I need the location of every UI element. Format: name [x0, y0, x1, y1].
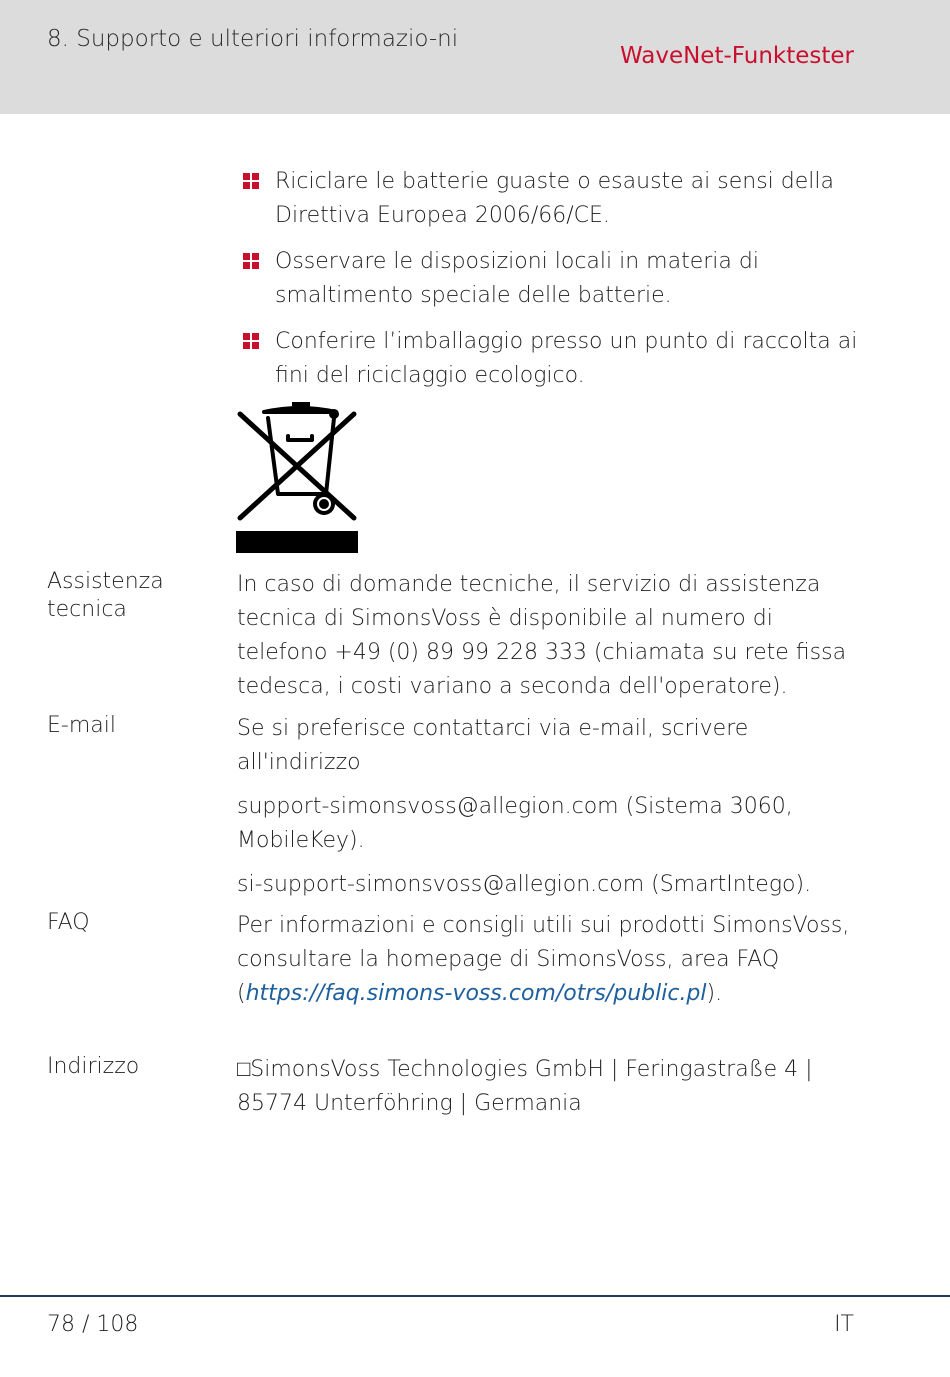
faq-link[interactable]: https://faq.simons-voss.com/otrs/public.pl [245, 981, 707, 1006]
email-intro: Se si preferisce contattarci via e-mail, scrivere all'indirizzo [237, 716, 749, 775]
faq-label: FAQ [47, 910, 90, 935]
faq-text-before: Per informazioni e consigli utili sui prodotti SimonsVoss, consultare la homepage di SimonsVoss, area FAQ ( [237, 913, 850, 1006]
support-label: Assistenza tecnica [47, 569, 164, 622]
language-code: IT [834, 1312, 854, 1337]
product-name: WaveNet-Funktester [619, 43, 854, 69]
faq-text-after: ). [706, 981, 723, 1006]
email-address-smartintego[interactable]: si-support-simonsvoss@allegion.com (SmartIntego). [237, 872, 812, 897]
address-label: Indirizzo [47, 1054, 140, 1079]
red-square-bullet-icon [243, 173, 259, 189]
page-header [0, 0, 950, 114]
list-item [240, 245, 860, 313]
list-item [240, 325, 860, 393]
email-label: E-mail [47, 713, 116, 738]
red-square-bullet-icon [243, 333, 259, 349]
address-text: □SimonsVoss Technologies GmbH | Feringastraße 4 | 85774 Unterföhring | Germania [237, 1057, 813, 1116]
chapter-title: 8. Supporto e ulteriori informazio-ni [47, 26, 459, 52]
disposal-bullet-list [240, 165, 860, 405]
support-text: In caso di domande tecniche, il servizio di assistenza tecnica di SimonsVoss è disponibile al numero di telefono +49 (0) 89 99 228 333 (chiamata su rete fissa tedesca, i costi variano a seconda dell'operatore). [237, 572, 847, 699]
red-square-bullet-icon [243, 253, 259, 269]
email-address-support[interactable]: support-simonsvoss@allegion.com (Sistema 3060, MobileKey). [237, 794, 793, 853]
faq-text [237, 909, 867, 1011]
bullet-text: Riciclare le batterie guaste o esauste ai sensi della Direttiva Europea 2006/66/CE. [275, 169, 834, 228]
bullet-text: Conferire l’imballaggio presso un punto di raccolta ai fini del riciclaggio ecologico. [275, 329, 858, 388]
footer-divider [0, 1295, 950, 1297]
list-item [240, 165, 860, 233]
page-number: 78 / 108 [47, 1312, 139, 1337]
crossed-out-wheelie-bin-icon [236, 400, 358, 555]
bullet-text: Osservare le disposizioni locali in materia di smaltimento speciale delle batterie. [275, 249, 759, 308]
